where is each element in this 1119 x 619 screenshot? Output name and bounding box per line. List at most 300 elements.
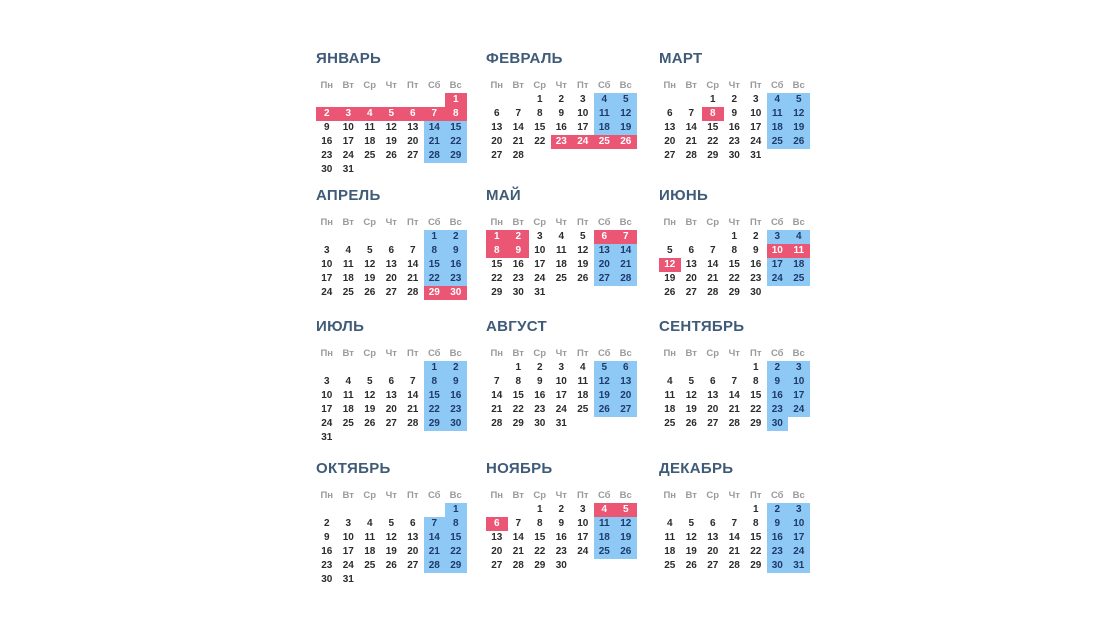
holiday-day: 8 (486, 244, 508, 258)
day-cell: 14 (728, 532, 740, 543)
day-cell: 15 (534, 532, 546, 543)
day-cell: 5 (388, 518, 395, 529)
day-cell: 17 (534, 259, 546, 270)
weekday-header: Пн (490, 217, 504, 228)
weekday-header: Пн (663, 490, 677, 501)
day-cell: 28 (512, 560, 524, 571)
weekday-header: Вс (619, 217, 632, 228)
day-cell: 10 (555, 376, 567, 387)
holiday-day: 12 (659, 258, 681, 272)
day-cell: 30 (555, 560, 567, 571)
day-cell: 26 (685, 418, 697, 429)
weekday-header: Пн (490, 490, 504, 501)
day-cell: 8 (731, 245, 738, 256)
weekend-day: 18 (594, 531, 616, 545)
day-cell: 8 (536, 108, 543, 119)
weekend-day: 31 (788, 559, 810, 573)
day-cell: 25 (664, 560, 676, 571)
weekday-header: Ср (363, 80, 377, 91)
day-cell: 29 (512, 418, 524, 429)
day-cell: 10 (534, 245, 546, 256)
weekend-day: 12 (615, 517, 637, 531)
weekend-day: 30 (445, 417, 467, 431)
weekday-header: Пт (407, 348, 419, 359)
weekend-day: 14 (424, 121, 446, 135)
weekday-header: Чт (385, 80, 397, 91)
weekday-header: Чт (728, 348, 740, 359)
month-name: АВГУСТ (486, 318, 547, 335)
holiday-day: 1 (486, 230, 508, 244)
day-cell: 27 (407, 560, 419, 571)
weekend-day: 2 (445, 230, 467, 244)
day-cell: 4 (558, 231, 565, 242)
weekday-header: Пт (750, 217, 762, 228)
weekday-header: Пт (577, 348, 589, 359)
day-cell: 17 (577, 122, 589, 133)
weekend-day: 26 (594, 403, 616, 417)
day-cell: 17 (750, 122, 762, 133)
weekday-header: Вс (449, 80, 462, 91)
day-cell: 26 (385, 560, 397, 571)
weekend-day: 22 (445, 545, 467, 559)
day-cell: 3 (323, 245, 330, 256)
weekend-day: 1 (424, 361, 446, 375)
weekend-day: 25 (788, 272, 810, 286)
holiday-day: 4 (594, 503, 616, 517)
day-cell: 1 (731, 231, 738, 242)
day-cell: 4 (366, 518, 373, 529)
holiday-day: 8 (702, 107, 724, 121)
day-cell: 3 (579, 504, 586, 515)
day-cell: 10 (577, 108, 589, 119)
weekend-day: 25 (767, 135, 789, 149)
day-cell: 28 (491, 418, 503, 429)
day-cell: 10 (321, 390, 333, 401)
weekday-header: Вс (792, 80, 805, 91)
holiday-day: 7 (615, 230, 637, 244)
day-cell: 7 (709, 245, 716, 256)
weekend-day: 30 (767, 417, 789, 431)
weekday-header: Вт (342, 80, 354, 91)
weekend-day: 23 (445, 272, 467, 286)
weekend-day: 20 (594, 258, 616, 272)
day-cell: 25 (364, 150, 376, 161)
day-cell: 10 (321, 259, 333, 270)
weekend-day: 21 (424, 135, 446, 149)
day-cell: 29 (728, 287, 740, 298)
weekend-day: 9 (767, 375, 789, 389)
day-cell: 18 (342, 273, 354, 284)
day-cell: 13 (685, 259, 697, 270)
day-cell: 12 (385, 122, 397, 133)
weekday-header: Ср (533, 490, 547, 501)
day-cell: 22 (491, 273, 503, 284)
weekend-day: 18 (767, 121, 789, 135)
weekend-day: 4 (594, 93, 616, 107)
day-cell: 29 (750, 560, 762, 571)
day-cell: 9 (731, 108, 738, 119)
weekend-day: 19 (788, 121, 810, 135)
day-cell: 19 (685, 546, 697, 557)
month-calendar (486, 187, 640, 327)
weekend-day: 24 (788, 545, 810, 559)
weekday-header: Ср (533, 80, 547, 91)
weekday-header: Сб (770, 348, 784, 359)
weekday-header: Вт (512, 217, 524, 228)
day-cell: 7 (688, 108, 695, 119)
day-cell: 13 (707, 532, 719, 543)
day-cell: 1 (752, 504, 759, 515)
weekend-day: 1 (424, 230, 446, 244)
month-calendar (316, 187, 470, 327)
day-cell: 3 (579, 94, 586, 105)
weekend-day: 5 (788, 93, 810, 107)
holiday-day: 6 (594, 230, 616, 244)
holiday-day: 30 (445, 286, 467, 300)
holiday-day: 7 (424, 107, 446, 121)
day-cell: 8 (752, 518, 759, 529)
weekend-day: 22 (445, 135, 467, 149)
month-calendar (486, 50, 640, 190)
day-cell: 8 (515, 376, 522, 387)
weekend-day: 10 (788, 517, 810, 531)
month-name: ФЕВРАЛЬ (486, 50, 563, 67)
day-cell: 23 (728, 136, 740, 147)
holiday-day: 9 (508, 244, 530, 258)
day-cell: 22 (534, 136, 546, 147)
day-cell: 20 (407, 136, 419, 147)
day-cell: 28 (707, 287, 719, 298)
weekday-header: Чт (728, 80, 740, 91)
weekday-header: Пт (750, 80, 762, 91)
day-cell: 22 (750, 404, 762, 415)
holiday-day: 1 (445, 93, 467, 107)
day-cell: 21 (728, 404, 740, 415)
weekend-day: 4 (788, 230, 810, 244)
weekend-day: 18 (788, 258, 810, 272)
weekday-header: Чт (385, 490, 397, 501)
weekend-day: 7 (424, 517, 446, 531)
weekend-day: 24 (767, 272, 789, 286)
holiday-day: 23 (551, 135, 573, 149)
weekday-header: Сб (427, 490, 441, 501)
day-cell: 12 (685, 532, 697, 543)
day-cell: 12 (577, 245, 589, 256)
day-cell: 29 (707, 150, 719, 161)
day-cell: 24 (534, 273, 546, 284)
day-cell: 13 (407, 122, 419, 133)
weekday-header: Пт (750, 348, 762, 359)
weekend-day: 17 (767, 258, 789, 272)
month-name: ИЮЛЬ (316, 318, 365, 335)
weekend-day: 17 (788, 531, 810, 545)
weekend-day: 30 (767, 559, 789, 573)
day-cell: 9 (558, 108, 565, 119)
day-cell: 21 (407, 273, 419, 284)
day-cell: 31 (555, 418, 567, 429)
weekday-header: Чт (728, 490, 740, 501)
day-cell: 30 (534, 418, 546, 429)
weekend-day: 28 (424, 149, 446, 163)
day-cell: 3 (558, 362, 565, 373)
day-cell: 7 (493, 376, 500, 387)
weekday-header: Пн (663, 217, 677, 228)
day-cell: 7 (515, 108, 522, 119)
weekend-day: 27 (594, 272, 616, 286)
day-cell: 6 (709, 376, 716, 387)
day-cell: 25 (664, 418, 676, 429)
day-cell: 9 (558, 518, 565, 529)
weekday-header: Пн (320, 217, 334, 228)
day-cell: 7 (515, 518, 522, 529)
weekend-day: 26 (788, 135, 810, 149)
day-cell: 16 (728, 122, 740, 133)
day-cell: 13 (407, 532, 419, 543)
day-cell: 28 (512, 150, 524, 161)
day-cell: 11 (342, 390, 354, 401)
day-cell: 26 (364, 418, 376, 429)
day-cell: 12 (385, 532, 397, 543)
day-cell: 22 (728, 273, 740, 284)
day-cell: 2 (536, 362, 543, 373)
day-cell: 3 (752, 94, 759, 105)
day-cell: 15 (750, 390, 762, 401)
month-name: ЯНВАРЬ (316, 50, 382, 67)
weekday-header: Сб (427, 80, 441, 91)
day-cell: 21 (707, 273, 719, 284)
weekday-header: Пн (663, 348, 677, 359)
weekday-header: Чт (555, 80, 567, 91)
day-cell: 11 (555, 245, 567, 256)
day-cell: 16 (512, 259, 524, 270)
day-cell: 2 (558, 94, 565, 105)
day-cell: 27 (385, 418, 397, 429)
day-cell: 26 (664, 287, 676, 298)
weekday-header: Чт (385, 217, 397, 228)
day-cell: 29 (534, 560, 546, 571)
day-cell: 11 (577, 376, 589, 387)
month-calendar (486, 318, 640, 458)
day-cell: 19 (385, 546, 397, 557)
day-cell: 19 (664, 273, 676, 284)
day-cell: 12 (364, 390, 376, 401)
day-cell: 26 (364, 287, 376, 298)
month-calendar (316, 50, 470, 190)
weekend-day: 11 (767, 107, 789, 121)
weekday-header: Пн (663, 80, 677, 91)
weekday-header: Пн (490, 348, 504, 359)
weekend-day: 16 (445, 389, 467, 403)
weekend-day: 20 (615, 389, 637, 403)
holiday-day: 29 (424, 286, 446, 300)
day-cell: 1 (536, 94, 543, 105)
day-cell: 6 (388, 376, 395, 387)
day-cell: 17 (342, 136, 354, 147)
day-cell: 30 (512, 287, 524, 298)
weekend-day: 23 (445, 403, 467, 417)
weekend-day: 9 (767, 517, 789, 531)
weekday-header: Пт (407, 80, 419, 91)
day-cell: 29 (491, 287, 503, 298)
day-cell: 5 (366, 376, 373, 387)
weekend-day: 16 (767, 389, 789, 403)
day-cell: 13 (385, 259, 397, 270)
day-cell: 10 (750, 108, 762, 119)
holiday-day: 11 (788, 244, 810, 258)
weekend-day: 29 (445, 559, 467, 573)
weekend-day: 2 (445, 361, 467, 375)
day-cell: 7 (409, 376, 416, 387)
weekday-header: Пт (577, 490, 589, 501)
weekday-header: Пт (750, 490, 762, 501)
day-cell: 20 (664, 136, 676, 147)
weekend-day: 19 (615, 121, 637, 135)
day-cell: 30 (750, 287, 762, 298)
day-cell: 27 (491, 560, 503, 571)
day-cell: 3 (345, 518, 352, 529)
weekend-day: 2 (767, 361, 789, 375)
weekend-day: 22 (424, 272, 446, 286)
weekday-header: Вт (342, 348, 354, 359)
weekday-header: Вт (512, 348, 524, 359)
day-cell: 21 (407, 404, 419, 415)
day-cell: 27 (707, 418, 719, 429)
weekday-header: Ср (363, 490, 377, 501)
month-calendar (659, 318, 813, 458)
weekday-header: Ср (533, 217, 547, 228)
day-cell: 27 (707, 560, 719, 571)
day-cell: 8 (752, 376, 759, 387)
weekend-day: 24 (788, 403, 810, 417)
month-name: МАРТ (659, 50, 703, 67)
holiday-day: 6 (402, 107, 424, 121)
weekend-day: 19 (594, 389, 616, 403)
holiday-day: 5 (615, 503, 637, 517)
weekend-day: 8 (424, 375, 446, 389)
weekend-day: 17 (788, 389, 810, 403)
day-cell: 24 (577, 546, 589, 557)
day-cell: 5 (366, 245, 373, 256)
day-cell: 24 (555, 404, 567, 415)
weekend-day: 25 (594, 545, 616, 559)
day-cell: 25 (555, 273, 567, 284)
day-cell: 31 (342, 164, 354, 175)
day-cell: 20 (707, 546, 719, 557)
day-cell: 20 (707, 404, 719, 415)
weekday-header: Пн (320, 490, 334, 501)
day-cell: 17 (577, 532, 589, 543)
day-cell: 20 (491, 136, 503, 147)
weekend-day: 16 (767, 531, 789, 545)
day-cell: 28 (407, 287, 419, 298)
day-cell: 2 (323, 518, 330, 529)
day-cell: 26 (685, 560, 697, 571)
day-cell: 4 (345, 376, 352, 387)
weekend-day: 13 (594, 244, 616, 258)
holiday-day: 10 (767, 244, 789, 258)
day-cell: 13 (707, 390, 719, 401)
weekday-header: Вт (342, 490, 354, 501)
weekend-day: 9 (445, 244, 467, 258)
weekday-header: Вт (685, 217, 697, 228)
weekday-header: Вт (685, 80, 697, 91)
day-cell: 19 (364, 273, 376, 284)
day-cell: 8 (536, 518, 543, 529)
weekend-day: 2 (767, 503, 789, 517)
weekday-header: Чт (728, 217, 740, 228)
day-cell: 27 (407, 150, 419, 161)
day-cell: 6 (666, 108, 673, 119)
month-name: СЕНТЯБРЬ (659, 318, 745, 335)
day-cell: 14 (685, 122, 697, 133)
day-cell: 17 (321, 273, 333, 284)
day-cell: 7 (409, 245, 416, 256)
holiday-day: 25 (594, 135, 616, 149)
weekday-header: Пт (407, 217, 419, 228)
day-cell: 21 (491, 404, 503, 415)
day-cell: 16 (555, 122, 567, 133)
holiday-day: 3 (338, 107, 360, 121)
day-cell: 23 (321, 560, 333, 571)
day-cell: 13 (491, 122, 503, 133)
day-cell: 4 (345, 245, 352, 256)
day-cell: 23 (321, 150, 333, 161)
day-cell: 19 (577, 259, 589, 270)
month-name: АПРЕЛЬ (316, 187, 381, 204)
day-cell: 6 (493, 108, 500, 119)
weekday-header: Вс (619, 348, 632, 359)
day-cell: 1 (752, 362, 759, 373)
day-cell: 30 (321, 574, 333, 585)
day-cell: 5 (666, 245, 673, 256)
day-cell: 21 (728, 546, 740, 557)
day-cell: 25 (364, 560, 376, 571)
day-cell: 28 (728, 418, 740, 429)
day-cell: 24 (321, 287, 333, 298)
day-cell: 18 (364, 136, 376, 147)
day-cell: 14 (512, 532, 524, 543)
day-cell: 5 (688, 376, 695, 387)
weekday-header: Ср (706, 348, 720, 359)
weekday-header: Ср (706, 490, 720, 501)
weekday-header: Вт (512, 80, 524, 91)
weekday-header: Вт (685, 490, 697, 501)
day-cell: 25 (577, 404, 589, 415)
holiday-day: 24 (572, 135, 594, 149)
weekday-header: Вт (685, 348, 697, 359)
day-cell: 31 (342, 574, 354, 585)
weekend-day: 15 (424, 258, 446, 272)
day-cell: 18 (364, 546, 376, 557)
weekday-header: Чт (555, 348, 567, 359)
month-calendar (659, 187, 813, 327)
day-cell: 18 (577, 390, 589, 401)
weekend-day: 26 (615, 545, 637, 559)
weekend-day: 8 (445, 517, 467, 531)
day-cell: 2 (752, 231, 759, 242)
day-cell: 10 (342, 122, 354, 133)
day-cell: 4 (666, 518, 673, 529)
weekend-day: 21 (424, 545, 446, 559)
weekday-header: Пн (320, 348, 334, 359)
holiday-day: 26 (615, 135, 637, 149)
day-cell: 22 (750, 546, 762, 557)
weekday-header: Чт (555, 490, 567, 501)
day-cell: 24 (750, 136, 762, 147)
day-cell: 21 (685, 136, 697, 147)
weekend-day: 11 (594, 517, 616, 531)
weekend-day: 15 (445, 121, 467, 135)
